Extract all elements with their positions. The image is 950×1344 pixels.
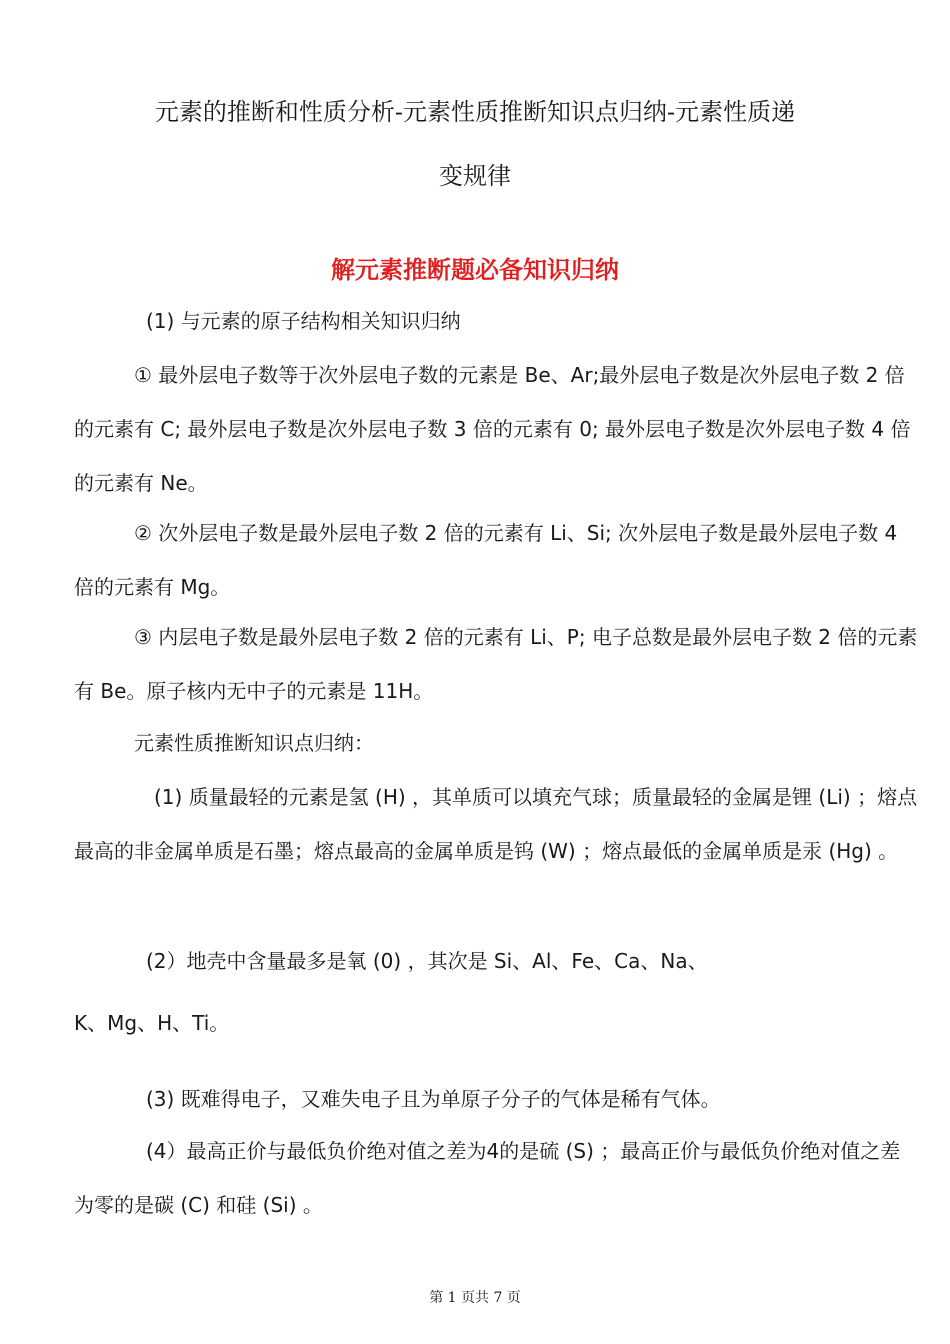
list-item-lightest-elements: (1) 质量最轻的元素是氢 (H) ，其单质可以填充气球；质量最轻的金属是锂 (Li) ；熔点最高的非金属单质是石墨；熔点最高的金属单质是钨 (W) ；熔点最低的金属单质是汞 (Hg) 。 <box>74 785 918 863</box>
subsection-heading-element-properties: 元素性质推断知识点归纳： <box>134 731 374 755</box>
section-heading: 解元素推断题必备知识归纳 <box>331 256 619 284</box>
list-item-crust-abundance-line-1: (2）地壳中含量最多是氧 (0) ，其次是 Si、Al、Fe、Ca、Na、 <box>146 949 708 973</box>
document-title-line-1: 元素的推断和性质分析-元素性质推断知识点归纳-元素性质递 <box>154 98 796 126</box>
paragraph-inner-electrons: ② 次外层电子数是最外层电子数 2 倍的元素有 Li、Si; 次外层电子数是最外层电子数 4 倍的元素有 Mg。 <box>74 521 898 599</box>
paragraph-core-electrons: ③ 内层电子数是最外层电子数 2 倍的元素有 Li、P; 电子总数是最外层电子数 2 倍的元素有 Be。原子核内无中子的元素是 11H。 <box>74 625 918 703</box>
list-item-crust-abundance-line-2: K、Mg、H、Ti。 <box>74 1011 230 1035</box>
list-item-noble-gases: (3) 既难得电子，又难失电子且为单原子分子的气体是稀有气体。 <box>146 1087 721 1111</box>
paragraph-outer-electrons: ① 最外层电子数等于次外层电子数的元素是 Be、Ar;最外层电子数是次外层电子数 2 倍的元素有 C; 最外层电子数是次外层电子数 3 倍的元素有 0; 最外层电子数是次外层电子数 4 倍的元素有 Ne。 <box>74 363 911 495</box>
subsection-heading-atomic-structure: (1) 与元素的原子结构相关知识归纳 <box>146 309 461 333</box>
page-footer: 第 1 页共 7 页 <box>429 1290 521 1306</box>
document-title-line-2: 变规律 <box>439 162 511 190</box>
list-item-valence-difference: (4）最高正价与最低负价绝对值之差为4的是硫 (S) ；最高正价与最低负价绝对值之差为零的是碳 (C) 和硅 (Si) 。 <box>74 1139 901 1217</box>
